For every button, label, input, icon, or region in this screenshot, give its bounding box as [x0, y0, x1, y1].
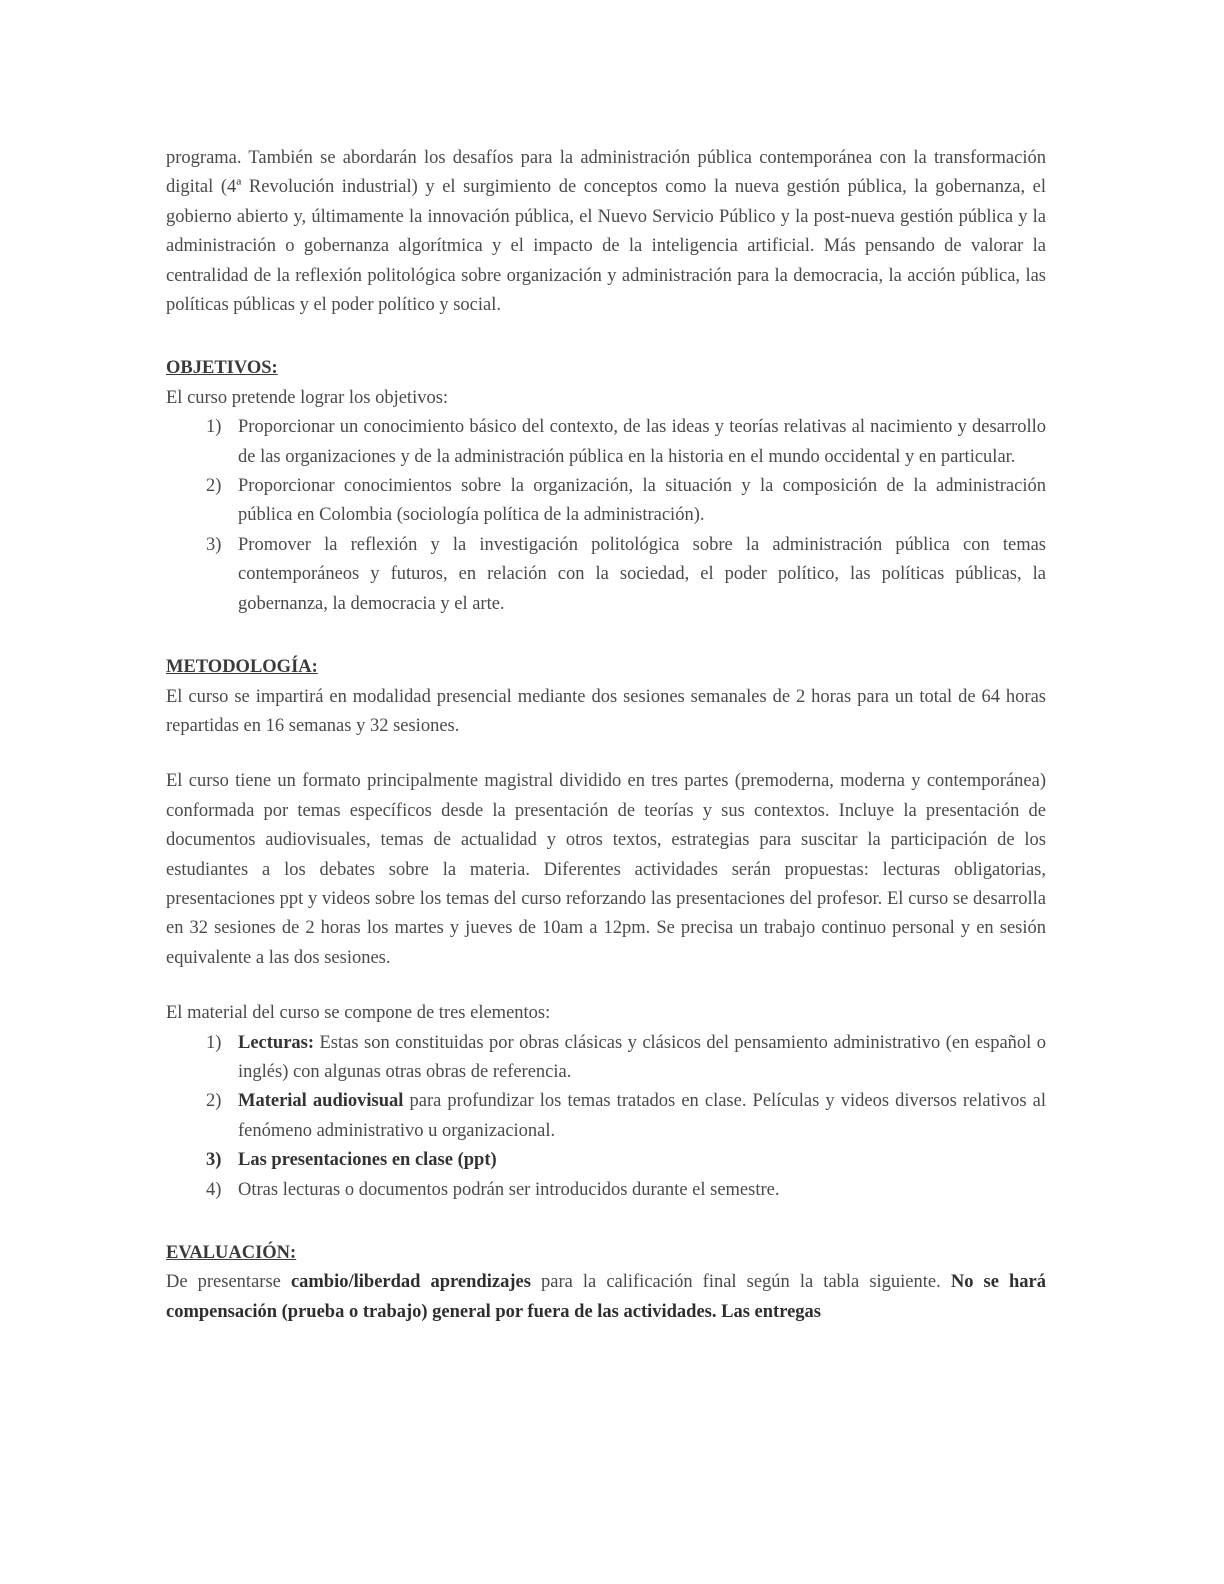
- metodologia-section: [166, 653, 1046, 1205]
- evaluacion-paragraph: [166, 1268, 1046, 1327]
- objetivos-heading: OBJETIVOS:: [166, 358, 278, 379]
- evaluacion-text-bold: cambio/liberdad aprendizajes: [290, 1272, 531, 1293]
- material-list: [166, 1029, 1046, 1205]
- list-number: 3): [206, 534, 222, 555]
- list-bold-text: Lecturas:: [238, 1032, 315, 1053]
- objetivos-list: [166, 413, 1046, 619]
- metodologia-paragraph-2: El curso tiene un formato principalmente magistral dividido en tres partes (premoderna, moderna y contemporánea) conformada por temas específicos desde la presentación de teorías y sus contextos. Incluye la presentación de documentos audiovisuales, temas de actualidad y otros textos, estrategias para suscitar la participación de los estudiantes a los debates sobre la materia. Diferentes actividades serán propuestas: lecturas obligatorias, presentaciones ppt y videos sobre los temas del curso reforzando las presentaciones del profesor. El curso se desarrolla en 32 sesiones de 2 horas los martes y jueves de 10am a 12pm. Se precisa un trabajo continuo personal y en sesión equivalente a las dos sesiones.: [166, 771, 1046, 968]
- metodologia-paragraph-3: El material del curso se compone de tres elementos:: [166, 1003, 551, 1024]
- list-text: para profundizar los temas tratados en clase. Películas y videos diversos relativos al fenómeno administrativo u organizacional.: [238, 1091, 1047, 1141]
- list-number: 1): [206, 1032, 222, 1053]
- list-text: Otras lecturas o documentos podrán ser introducidos durante el semestre.: [238, 1179, 780, 1200]
- list-text: Promover la reflexión y la investigación politológica sobre la administración pública con temas contemporáneos y futuros, en relación con la sociedad, el poder político, las políticas públicas, la gobernanza, la democracia y el arte.: [238, 534, 1046, 614]
- list-number: 2): [206, 1091, 222, 1112]
- evaluacion-text-pre: De presentarse: [166, 1272, 291, 1293]
- metodologia-heading: METODOLOGÍA:: [166, 657, 318, 678]
- list-bold-text: Las presentaciones en clase (ppt): [238, 1150, 497, 1171]
- objetivos-section: [166, 354, 1046, 619]
- list-text: Proporcionar conocimientos sobre la organización, la situación y la composición de la administración pública en Colombia (sociología política de la administración).: [238, 476, 1046, 526]
- list-number: 2): [206, 476, 222, 497]
- list-item: [166, 472, 1046, 531]
- list-bold-text: Material audiovisual: [238, 1091, 404, 1112]
- document-page: [166, 144, 1046, 1327]
- intro-paragraph: programa. También se abordarán los desafíos para la administración pública contemporánea con la transformación digital (4ª Revolución industrial) y el surgimiento de conceptos como la nueva gestión pública, la gobernanza, el gobierno abierto y, últimamente la innovación pública, el Nuevo Servicio Público y la post-nueva gestión pública y la administración o gobernanza algorítmica y el impacto de la inteligencia artificial. Más pensando de valorar la centralidad de la reflexión politológica sobre organización y administración para la democracia, la acción pública, las políticas públicas y el poder político y social.: [166, 148, 1046, 316]
- list-item: [166, 531, 1046, 619]
- list-text: Estas son constituidas por obras clásicas y clásicos del pensamiento administrativo (en español o inglés) con algunas otras obras de referencia.: [238, 1032, 1046, 1082]
- evaluacion-text-post: para la calificación final según la tabla siguiente.: [530, 1272, 951, 1293]
- evaluacion-heading: EVALUACIÓN:: [166, 1243, 297, 1263]
- list-item: [166, 1087, 1046, 1146]
- list-item: [166, 1146, 1046, 1175]
- evaluacion-text-tail: No se hará compensación (prueba o trabajo) general por fuera de las actividades. Las entregas: [166, 1272, 1046, 1322]
- list-item: [166, 1176, 1046, 1205]
- list-number: 4): [206, 1179, 222, 1200]
- list-text: Proporcionar un conocimiento básico del contexto, de las ideas y teorías relativas al nacimiento y desarrollo de las organizaciones y de la administración pública en la historia en el mundo occidental y en particular.: [238, 417, 1046, 467]
- evaluacion-section: [166, 1239, 1046, 1327]
- objetivos-lead: El curso pretende lograr los objetivos:: [166, 387, 449, 408]
- list-item: [166, 1029, 1046, 1088]
- metodologia-paragraph-1: El curso se impartirá en modalidad presencial mediante dos sesiones semanales de 2 horas para un total de 64 horas repartidas en 16 semanas y 32 sesiones.: [166, 686, 1046, 736]
- list-item: [166, 413, 1046, 472]
- list-number: 1): [206, 417, 222, 438]
- list-number: 3): [206, 1150, 222, 1171]
